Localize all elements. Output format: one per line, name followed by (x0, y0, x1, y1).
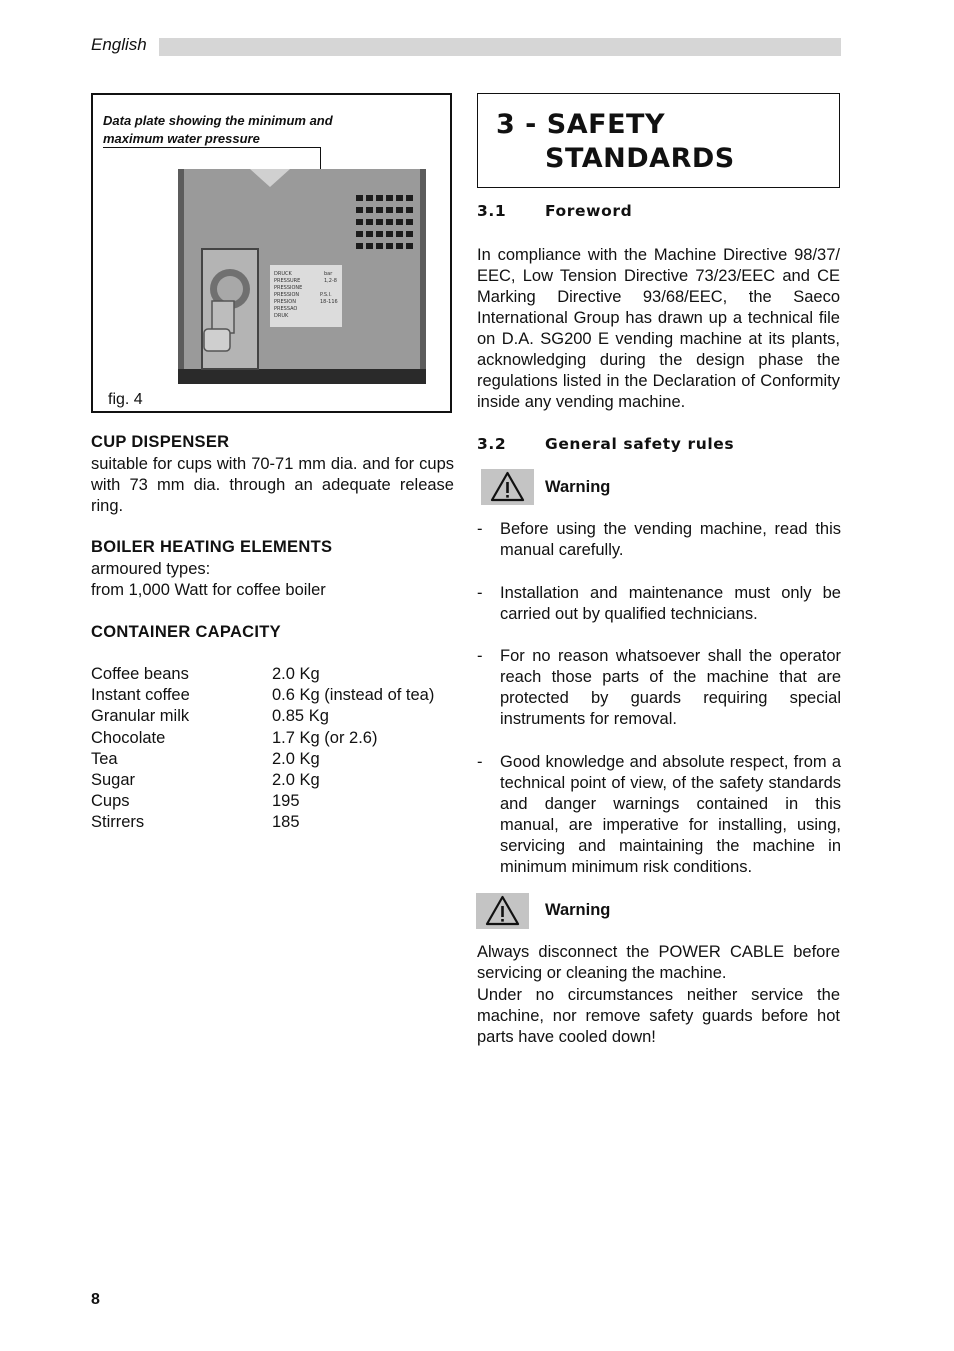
page-number: 8 (91, 1291, 100, 1308)
plate-line: PRESSAO (274, 306, 298, 312)
boiler-line-1: armoured types: (91, 560, 211, 578)
boiler-heading: BOILER HEATING ELEMENTS (91, 538, 333, 556)
warning-label: Warning (545, 478, 611, 496)
table-row (91, 729, 378, 748)
foreword-text: In compliance with the Machine Directive 98/37/ EEC, Low Tension Directive 73/23/EEC and CE Marking Directive 93/68/EEC, the Saeco International Group has drawn up a technical file on D.A. SG200 E vending machine at its plants, acknowledging during the design phase the regulations listed in the Declaration of Conformity inside any vending machine. (477, 246, 840, 411)
section-title (496, 108, 735, 176)
header-bar (159, 38, 841, 56)
capacity-value: 1.7 Kg (or 2.6) (272, 729, 378, 747)
capacity-value: 195 (272, 792, 300, 810)
callout-line (103, 147, 321, 148)
plate-line: PRESSURE (274, 278, 301, 284)
figure-caption: Data plate showing the minimum and maximum water pressure (103, 113, 333, 146)
plate-line: PRESSIONE (274, 285, 303, 291)
subsection-number: 3.1 (477, 202, 507, 220)
capacity-item: Chocolate (91, 729, 166, 747)
section-title-line-1: 3 - SAFETY (496, 109, 665, 140)
data-plate-photo (178, 169, 426, 384)
table-row (91, 707, 329, 726)
container-heading: CONTAINER CAPACITY (91, 623, 281, 641)
capacity-value: 2.0 Kg (272, 750, 320, 768)
list-item (477, 519, 841, 561)
capacity-item: Cups (91, 792, 130, 810)
capacity-value: 0.6 Kg (instead of tea) (272, 686, 435, 704)
subsection-title: Foreword (545, 202, 633, 220)
bullet-text: Good knowledge and absolute respect, from a technical point of view, of the safety standards and danger warnings contained in this manual, are imperative for installing, using, servicing and maintaining the machine in minimum minimum risk conditions. (500, 753, 841, 876)
capacity-item: Coffee beans (91, 665, 189, 683)
capacity-value: 2.0 Kg (272, 665, 320, 683)
capacity-value: 2.0 Kg (272, 771, 320, 789)
plate-value: 1,2-8 (324, 278, 337, 284)
plate-value: bar (324, 271, 333, 277)
subsection-general-safety (477, 435, 734, 453)
subsection-number: 3.2 (477, 435, 507, 453)
table-row (91, 792, 300, 811)
warning-label: Warning (545, 901, 611, 919)
section-title-line-2: STANDARDS (545, 143, 735, 174)
warning-text-2: Under no circumstances neither service the machine, nor remove safety guards before hot parts have cooled down! (477, 986, 840, 1046)
table-row (91, 750, 320, 769)
capacity-value: 185 (272, 813, 300, 831)
plate-line: DRUCK (274, 271, 292, 277)
capacity-item: Tea (91, 750, 118, 768)
plate-line: DRUK (274, 313, 289, 319)
list-item (477, 583, 841, 625)
subsection-title: General safety rules (545, 435, 735, 453)
plate-value: 18-116 (320, 299, 338, 305)
plate-value: P.S.I. (320, 292, 332, 298)
capacity-item: Instant coffee (91, 686, 190, 704)
bullet-text: Before using the vending machine, read this manual carefully. (500, 520, 841, 559)
capacity-item: Stirrers (91, 813, 145, 831)
bullet-dash: - (477, 520, 483, 538)
bullet-dash: - (477, 753, 483, 771)
table-row (91, 665, 320, 684)
bullet-text: Installation and maintenance must only be carried out by qualified technicians. (500, 584, 841, 623)
capacity-table (91, 665, 454, 835)
warning-text-1: Always disconnect the POWER CABLE before servicing or cleaning the machine. (477, 943, 840, 982)
table-row (91, 771, 320, 790)
list-item (477, 752, 841, 878)
bullet-text: For no reason whatsoever shall the operator reach those parts of the machine that are protected by guards requiring special instruments for removal. (500, 647, 841, 728)
language-label: English (91, 35, 147, 54)
boiler-line-2: from 1,000 Watt for coffee boiler (91, 581, 326, 599)
subsection-foreword (477, 202, 632, 220)
capacity-item: Sugar (91, 771, 136, 789)
cup-dispenser-text: suitable for cups with 70-71 mm dia. and for cups with 73 mm dia. through an adequate release ring. (91, 455, 454, 515)
capacity-value: 0.85 Kg (272, 707, 329, 725)
list-item (477, 646, 841, 730)
capacity-item: Granular milk (91, 707, 190, 725)
cup-dispenser-heading: CUP DISPENSER (91, 433, 230, 451)
bullet-dash: - (477, 584, 483, 602)
plate-line: PRESSION (274, 292, 300, 298)
table-row (91, 686, 435, 705)
plate-line: PRESION (274, 299, 296, 305)
warning-icon (481, 469, 534, 505)
table-row (91, 813, 300, 832)
figure-label: fig. 4 (108, 391, 143, 408)
bullet-dash: - (477, 647, 483, 665)
warning-icon (476, 893, 529, 929)
